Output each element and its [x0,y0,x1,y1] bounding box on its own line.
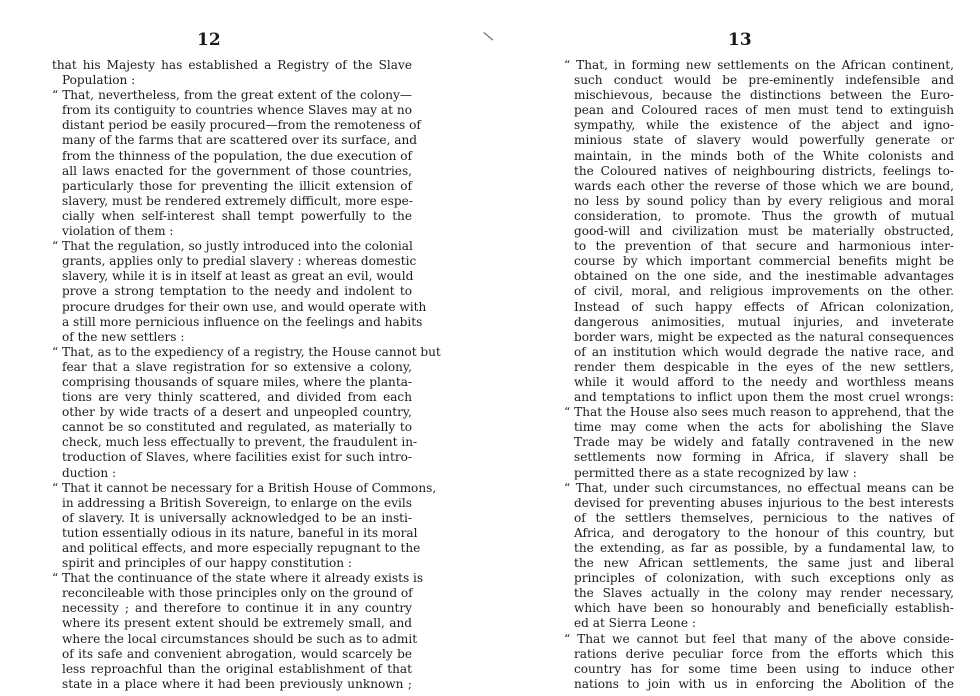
text-line: ed at Sierra Leone : [574,616,696,631]
text-line: procure drudges for their own use, and would operate with [62,299,427,314]
text-line: duction : [62,465,117,480]
text-line: “ That the continuance of the state where it already exists is [52,571,424,586]
text-line: the Coloured natives of neighbouring districts, feelings to- [574,163,954,178]
text-line: of its safe and convenient abrogation, would scarcely be [62,646,412,661]
text-line: while it would afford to the needy and worthless means [574,374,954,389]
text-line: “ That, nevertheless, from the great extent of the colony— [52,88,412,103]
text-line: devised for preventing abuses injurious to the best interests [574,495,954,510]
text-line: rations derive peculiar force from the efforts which this [574,646,954,661]
text-line: pean and Coloured races of men must tend to extinguish [574,103,954,118]
text-line: slavery, must be rendered extremely difficult, more espe- [62,193,413,208]
text-line: no less by sound policy than by every religious and moral [574,193,954,208]
text-line: of slavery. It is universally acknowledged to be an insti- [62,510,412,525]
text-line: where the local circumstances should be such as to admit [62,631,418,646]
text-line: violation of them : [62,224,174,239]
text-line: tions are very thinly scattered, and divided from each [62,390,412,405]
text-line: fear that a slave registration for so extensive a colony, [62,359,412,374]
text-line: “ That, under such circumstances, no effectual means can be [564,480,954,495]
text-line: mischievous, because the distinctions between the Euro- [574,88,954,103]
text-line: prove a strong temptation to the needy and indolent to [62,284,412,299]
text-line: from the thinness of the population, the due execution of [62,148,412,163]
text-line: Instead of such happy effects of African colonization, [574,299,954,314]
text-line: spirit and principles of our happy constitution : [62,556,352,571]
text-line: tution essentially odious in its nature, baneful in its moral [62,525,418,540]
text-line: consideration, to promote. Thus the growth of mutual [574,208,954,223]
text-line: sympathy, while the existence of the abject and igno- [574,118,954,133]
text-line: all laws enacted for the government of those countries, [62,163,412,178]
text-line: country has for some time been using to induce other [574,661,954,676]
text-line: wards each other the reverse of those which we are bound, [574,178,954,193]
text-line: “ That, in forming new settlements on the African continent, [564,58,954,72]
text-line: to the prevention of that secure and harmonious inter- [574,239,954,254]
text-line: where its present extent should be extremely small, and [62,616,412,631]
text-line: cially when self-interest shall tempt powerfully to the [62,208,412,223]
text-line: the new African settlements, the same just and liberal [574,556,954,571]
text-line: other by wide tracts of a desert and unpeopled country, [62,405,412,420]
text-line: slavery, while it is in itself at least as great an evil, would [62,269,414,284]
text-line: border wars, might be expected as the natural consequences [574,329,954,344]
text-line: “ That the House also sees much reason to apprehend, that the [564,405,954,420]
text-line: the Slaves actually in the colony may render necessary, [574,586,954,601]
text-line: minious state of slavery would powerfully generate or [574,133,954,148]
text-line: permitted there as a state recognized by law : [574,465,857,480]
text-line: the extending, as far as possible, by a fundamental law, to [574,541,954,555]
right-page-body [564,58,954,692]
text-line: grants, applies only to predial slavery : whereas domestic [62,254,417,269]
text-line: a still more pernicious influence on the feelings and habits [62,314,423,329]
text-line: and temptations to inflict upon them the most cruel wrongs: [574,390,954,405]
text-line: reconcileable with those principles only on the ground of [62,586,413,601]
text-line: which have been so honourably and beneficially establish- [574,601,954,616]
text-line: of the new settlers : [62,329,185,344]
text-line: settlements now forming in Africa, if slavery shall be [574,450,954,465]
text-line: of civil, moral, and religious improvements on the other. [574,284,954,299]
text-line: less reproachful than the original establishment of that [62,661,412,676]
text-line: render them despicable in the eyes of the new settlers, [574,359,954,374]
text-line: principles of colonization, with such exceptions only as [574,571,954,586]
text-line: good-will and civilization must be materially obstructed, [574,224,954,239]
text-line: from its contiguity to countries whence Slaves may at no [62,103,412,118]
text-line: distant period be easily procured—from the remoteness of [62,118,421,133]
text-line: such conduct would be pre-eminently indefensible and [574,73,954,88]
gutter-mark [476,32,494,50]
text-line: of an institution which would degrade the native race, and [574,344,954,359]
text-line: of the settlers themselves, pernicious to the natives of [574,510,954,525]
left-page-body [52,58,441,692]
text-line: “ That we cannot but feel that many of the above conside- [564,631,954,646]
text-line: obtained on the one side, and the inestimable advantages [574,269,954,284]
text-line: maintain, in the minds both of the White colonists and [574,148,954,163]
text-line: cannot be so constituted and regulated, as materially to [62,420,412,435]
text-line: dangerous animosities, mutual injuries, and inveterate [574,314,954,329]
text-line: troduction of Slaves, where facilities exist for such intro- [62,450,412,465]
text-line: necessity ; and therefore to continue it in any country [62,601,412,616]
text-line: time may come when the acts for abolishing the Slave [574,420,954,435]
text-line: in addressing a British Sovereign, to enlarge on the evils [62,495,412,510]
text-line: “ That, as to the expediency of a registry, the House cannot but [52,344,441,359]
text-line: state in a place where it had been previously unknown ; [62,676,412,691]
text-line: Trade may be widely and fatally contravened in the new [574,435,954,450]
text-line: check, much less effectually to prevent, the fraudulent in- [62,435,418,450]
text-line: Africa, and derogatory to the honour of this country, but [574,525,954,540]
text-line: particularly those for preventing the illicit extension of [62,178,412,193]
text-line: nations to join with us in enforcing the Abolition of the [574,676,954,691]
text-line: Population : [62,73,136,88]
text-line: and political effects, and more especially repugnant to the [62,541,421,555]
text-line: many of the farms that are scattered over its surface, and [62,133,418,148]
text-line: comprising thousands of square miles, where the planta- [62,374,412,389]
text-line: that his Majesty has established a Registry of the Slave [52,58,412,72]
text-line: course by which important commercial benefits might be [574,254,954,269]
text-line: “ That the regulation, so justly introduced into the colonial [52,239,413,254]
text-line: “ That it cannot be necessary for a British House of Commons, [52,480,437,495]
page-number-12: 12 [197,30,221,50]
page-number-13: 13 [728,30,752,50]
